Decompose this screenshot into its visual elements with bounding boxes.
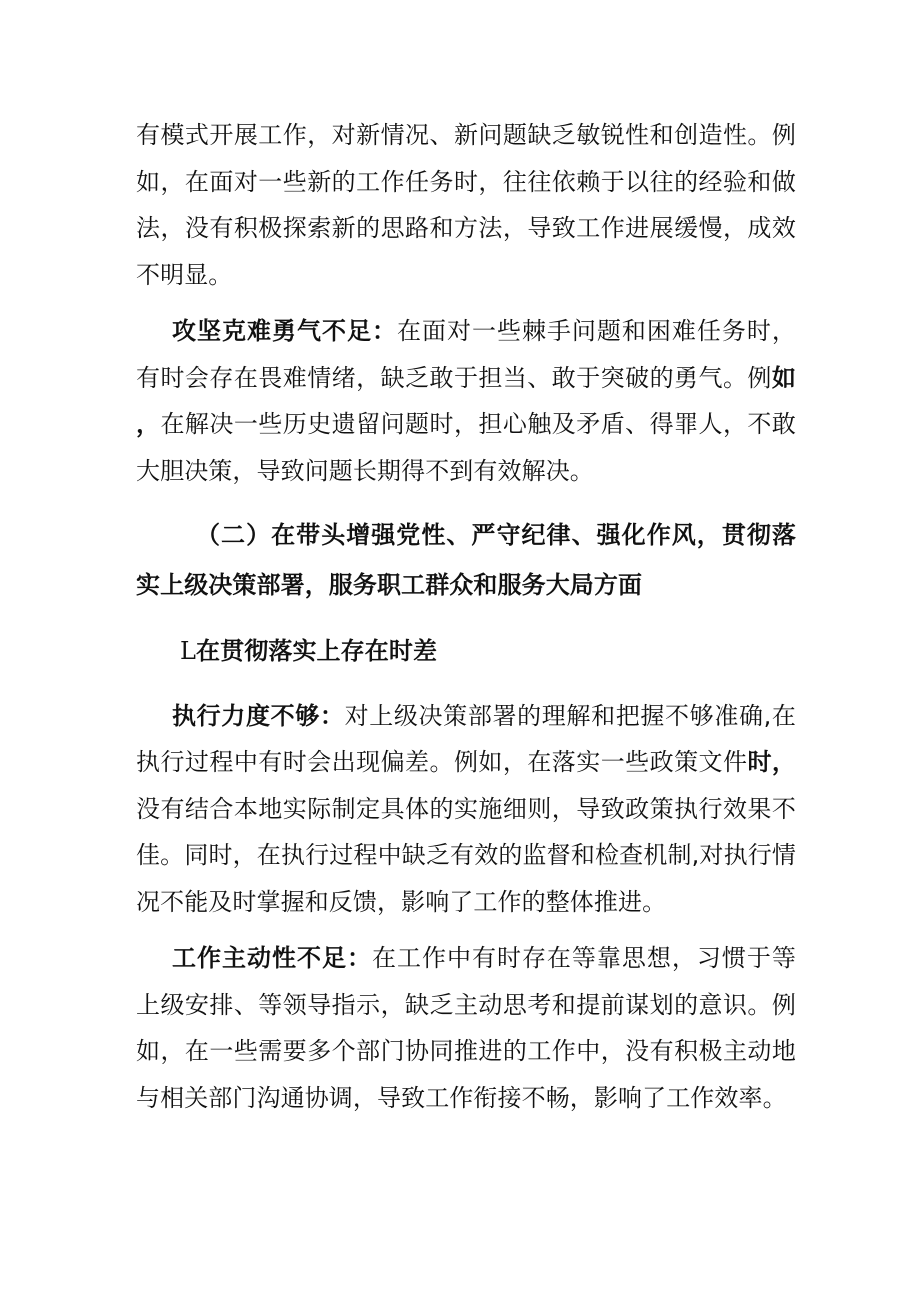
paragraph-text: 有模式开展工作，对新情况、新问题缺乏敏锐性和创造性。例如，在面对一些新的工作任务时，往往依赖于以往的经验和做法，没有积极探索新的思路和方法，导致工作进展缓慢，成效不明显。 — [136, 121, 796, 289]
paragraph-text: 对上级决策部署的理解和把握不够准确,在执行过程中有时会出现偏差。例如，在落实一些政策文件 — [136, 701, 797, 776]
subsection-marker: L — [180, 637, 197, 665]
paragraph-bold-fragment: 如， — [136, 363, 796, 438]
paragraph-bold-fragment: 时， — [747, 748, 796, 776]
paragraph-initiative — [136, 935, 796, 1121]
section-heading: （二）在带头增强党性、严守纪律、强化作风，贯彻落实上级决策部署，服务职工群众和服务大局方面 — [136, 521, 796, 599]
paragraph-lead: 工作主动性不足： — [172, 944, 372, 972]
paragraph-text: 在面对一些棘手问题和困难任务时，有时会存在畏难情绪，缺乏敢于担当、敢于突破的勇气。例 — [136, 317, 796, 392]
paragraph-text: 在工作中有时存在等靠思想，习惯于等上级安排、等领导指示，缺乏主动思考和提前谋划的意识。例如，在一些需要多个部门协同推进的工作中，没有积极主动地与相关部门沟通协调，导致工作衔接不畅，影响了工作效率。 — [136, 944, 796, 1112]
paragraph-courage — [136, 308, 796, 494]
paragraph-lead: 执行力度不够： — [172, 701, 345, 730]
document-page — [136, 112, 796, 1121]
paragraph-execution — [136, 693, 796, 926]
paragraph-lead: 攻坚克难勇气不足： — [172, 317, 397, 345]
paragraph-continuation — [136, 112, 796, 298]
paragraph-text: 没有结合本地实际制定具体的实施细则，导致政策执行效果不佳。同时，在执行过程中缺乏有效的监督和检查机制,对执行情况不能及时掌握和反馈，影响了工作的整体推进。 — [136, 794, 796, 916]
subsection-title: 在贯彻落实上存在时差 — [196, 637, 438, 665]
subsection-heading — [136, 628, 796, 675]
paragraph-text: 在解决一些历史遗留问题时，担心触及矛盾、得罪人，不敢大胆决策，导致问题长期得不到有效解决。 — [136, 410, 796, 485]
